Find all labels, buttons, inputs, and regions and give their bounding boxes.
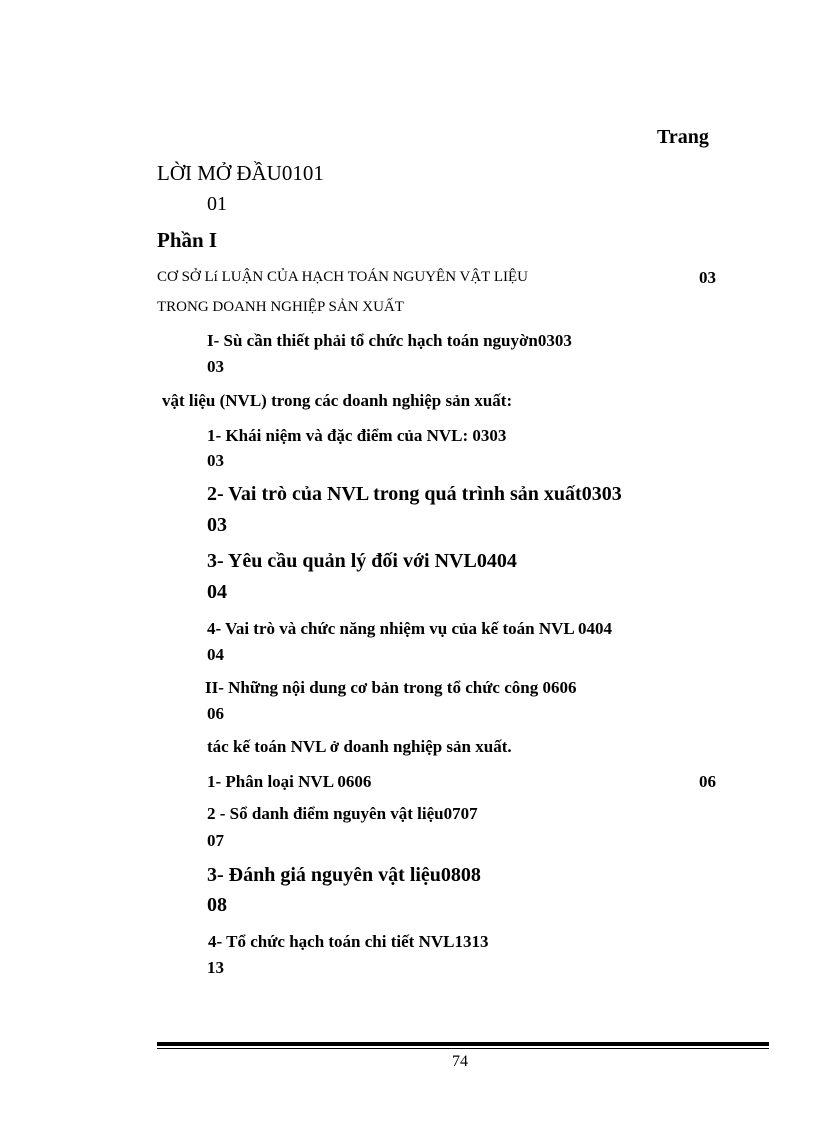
section-I-page: 03 — [207, 357, 224, 376]
part-title-page: 03 — [699, 268, 716, 287]
toc-item-page: 06 — [699, 772, 716, 791]
footer-page-number: 74 — [452, 1053, 468, 1070]
section-II-page: 06 — [207, 704, 224, 723]
toc-item-page: 04 — [207, 581, 227, 603]
toc-item-text: 4- Tổ chức hạch toán chi tiết NVL1313 — [208, 932, 489, 951]
toc-item-page: 08 — [207, 894, 227, 916]
section-II-line2: tác kế toán NVL ở doanh nghiệp sản xuất. — [207, 737, 512, 756]
toc-item-page: 03 — [207, 451, 224, 470]
toc-item-text: 3- Yêu cầu quản lý đối với NVL0404 — [207, 550, 517, 572]
toc-item-page: 13 — [207, 958, 224, 977]
toc-item-text: 2 - Sổ danh điểm nguyên vật liệu0707 — [207, 804, 478, 823]
part-title-line2: TRONG DOANH NGHIỆP SẢN XUẤT — [157, 299, 404, 315]
toc-item-text: 1- Phân loại NVL 0606 — [207, 772, 372, 791]
intro-title: LỜI MỞ ĐẦU0101 — [157, 161, 324, 185]
footer-rule-thin — [157, 1048, 769, 1049]
toc-item-page: 04 — [207, 645, 224, 664]
part-title-line1: CƠ SỞ Lí LUẬN CỦA HẠCH TOÁN NGUYÊN VẬT LIỆU — [157, 269, 528, 285]
toc-item-text: 3- Đánh giá nguyên vật liệu0808 — [207, 864, 481, 886]
toc-item-text: 1- Khái niệm và đặc điểm của NVL: 0303 — [207, 426, 507, 445]
section-I-line1: I- Sù cần thiết phải tổ chức hạch toán nguyờn0303 — [207, 331, 572, 350]
section-II-line1: II- Những nội dung cơ bản trong tổ chức công 0606 — [205, 678, 577, 697]
page-column-heading: Trang — [657, 126, 709, 148]
intro-page: 01 — [207, 193, 227, 215]
toc-item-text: 2- Vai trò của NVL trong quá trình sản xuất0303 — [207, 483, 622, 505]
section-I-line2: vật liệu (NVL) trong các doanh nghiệp sản xuất: — [162, 391, 513, 410]
toc-item-page: 03 — [207, 514, 227, 536]
footer-rule-thick — [157, 1042, 769, 1046]
toc-item-page: 07 — [207, 831, 224, 850]
toc-item-text: 4- Vai trò và chức năng nhiệm vụ của kế toán NVL 0404 — [207, 619, 613, 638]
part-heading: Phần I — [157, 228, 218, 252]
